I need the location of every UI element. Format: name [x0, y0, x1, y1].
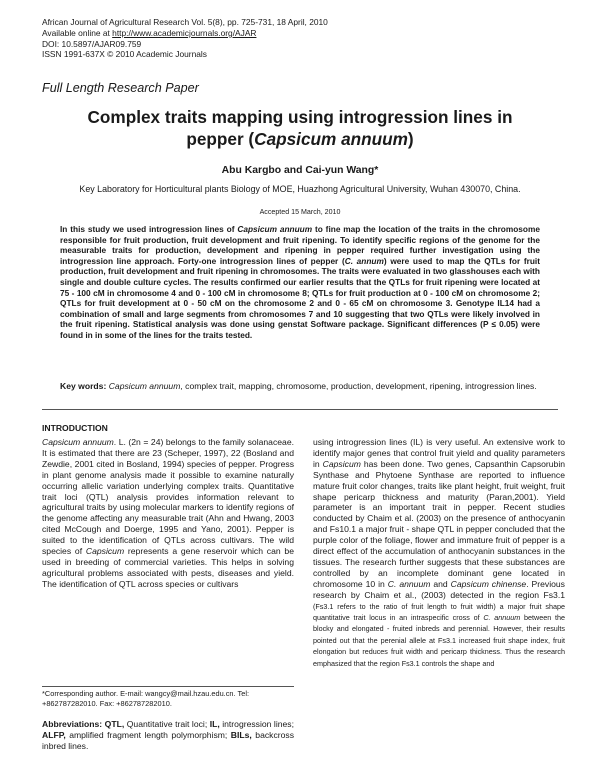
- abbrev-term-il: IL,: [209, 719, 220, 729]
- abbrev-term-qtl: QTL,: [104, 719, 125, 729]
- right-species-3: C. annuum: [483, 613, 521, 622]
- affiliation: Key Laboratory for Horticultural plants Biology of MOE, Huazhong Agricultural University, Wuhan 430070, China.: [79, 184, 521, 194]
- title-line-1: Complex traits mapping using introgression lines in: [87, 107, 513, 127]
- abbrev-def-il: introgression lines;: [219, 719, 294, 729]
- journal-url-link[interactable]: http://www.academicjournals.org/AJAR: [112, 27, 257, 38]
- journal-doi: DOI: 10.5897/AJAR09.759: [42, 38, 142, 49]
- right-genus: Capsicum: [322, 458, 361, 469]
- abstract-species-1: Capsicum annuum: [237, 224, 313, 234]
- abstract-part-3: ) were used to map the QTLs for fruit production, fruit development and fruit ripening in chromosomes. The traits were evaluated in two glasshouses each with single and double culture cycles. The results confirmed our earlier results that the QTLs for fruit ripening were located at 75 - 100 cM in chromosome 4 and 0 - 100 cM in chromosome 8; QTLs for fruit production at 0 - 100 cM on chromosome 2; QTLs for fruit development at 0 - 50 cM on the chromosome 2 and 0 - 65 cM on chromosome 3. Genotype IL14 had a combination of small and large segments from chromosomes 7 and 10 suggesting that two QTLs were likely involved in the fruit ripening. Statistical analysis was done using genstat Software package. Significant differences (P ≤ 0.05) were found in in some of the lines for the traits tested.: [60, 255, 540, 340]
- availability-prefix: Available online at: [42, 27, 113, 38]
- title-line-2-prefix: pepper (: [186, 129, 255, 149]
- right-text-3: . Previous research by Chaim et al., (2003) detected in the region Fs3.1: [313, 578, 565, 600]
- title-line-2-suffix: ): [407, 129, 414, 149]
- accepted-date: Accepted 15 March, 2010: [259, 208, 341, 216]
- introduction-right-column: [313, 437, 565, 669]
- keywords-label: Key words:: [60, 381, 107, 391]
- abbrev-term-alfp: ALFP,: [42, 729, 66, 740]
- abstract-part-2: to fine map the location of the traits in the chromosome responsible for fruit production, fruit development and fruit ripening. To identify specific regions of the genome for the measurable traits for production, development and ripening in pepper required further investigation using the introgression line approach. Forty-one introgression lines of pepper (: [60, 224, 540, 266]
- intro-text-1: . L. (2n = 24) belongs to the family solanaceae. It is estimated that there are 23 (Scheper, 1997), 22 (Bosland and Zewdie, 2001 cited in Bosland, 1994) species of pepper. Progress in plant genome analysis made it possible to examine naturally occurring allelic variation underlying complex traits. Quantitative trait loci (QTL) analysis provides information relevant to agricultural traits by using molecular markers to identify regions of the genome affecting any measurable trait (Ahn and Hwang, 2003 cited McCough and Doerge, 1995 and Yano, 2001). Pepper is suited to the identification of QTLs across cultivars. The wild species of: [42, 437, 294, 557]
- keywords: [60, 381, 540, 392]
- right-small-text-2: between the blocky and elongated - fruited inbreds and perennial. However, their results pointed out that the perenial allele at Fs3.1 increased fruit shape index, fruit elongation but reduces fruit width and pericarp thickness. Thus the research emphasized that the region Fs3.1 controls the shape and: [313, 613, 565, 668]
- abbrev-def-alfp: amplified fragment length polymorphism;: [65, 729, 231, 740]
- abbreviations-label: Abbreviations:: [42, 719, 103, 729]
- right-text-1: using introgression lines (IL) is very useful. An extensive work to identify major genes that control fruit yield and quality parameters in: [313, 437, 565, 469]
- journal-issn: ISSN 1991-637X © 2010 Academic Journals: [42, 49, 207, 60]
- journal-header: [42, 17, 328, 60]
- right-small-text-1: (Fs3.1 refers to the ratio of fruit length to fruit width) a major fruit shape quantitative trait locus in an intraspecific cross of: [313, 601, 565, 622]
- paper-title: [40, 106, 560, 150]
- keywords-species: Capsicum annuum: [108, 381, 181, 391]
- abbrev-term-bils: BILs,: [230, 729, 252, 740]
- right-text-2b: and: [430, 578, 451, 589]
- abbreviations: [42, 719, 294, 752]
- introduction-heading: INTRODUCTION: [42, 423, 108, 433]
- title-line-2: [40, 128, 560, 150]
- journal-citation: African Journal of Agricultural Research Vol. 5(8), pp. 725-731, 18 April, 2010: [42, 17, 328, 27]
- abstract-part-1: In this study we used introgression lines of: [60, 224, 238, 234]
- intro-genus: Capsicum: [85, 546, 125, 557]
- abstract: [60, 224, 540, 341]
- abstract-species-2: C. annum: [344, 255, 384, 266]
- footnote-divider: [42, 686, 294, 687]
- corresponding-author-footnote: *Corresponding author. E-mail: wangcy@mail.hzau.edu.cn. Tel: +862787282010. Fax: +862787282010.: [42, 689, 250, 708]
- authors: Abu Kargbo and Cai-yun Wang*: [221, 165, 379, 176]
- article-type: Full Length Research Paper: [42, 81, 199, 95]
- title-species: Capsicum annuum: [254, 129, 408, 149]
- intro-species: Capsicum annuum: [42, 437, 114, 447]
- abbrev-def-bils: backcross inbred lines.: [42, 729, 294, 751]
- abbrev-def-qtl: Quantitative trait loci;: [124, 719, 210, 729]
- introduction-left-column: [42, 437, 294, 590]
- keywords-list: , complex trait, mapping, chromosome, production, development, ripening, introgression lines.: [180, 381, 537, 391]
- right-species-2: Capsicum chinense: [450, 578, 527, 589]
- section-divider: [42, 409, 558, 410]
- right-species-1: C. annuum: [387, 578, 431, 589]
- journal-availability: [42, 28, 328, 39]
- intro-text-2: represents a gene reservoir which can be used in breeding of commercial varieties. This helps in solving agricultural problems associated with pests, diseases and yield. The identification of QTL across species or cultivars: [42, 546, 294, 589]
- right-text-2: has been done. Two genes, Capsanthin Capsorubin Synthase and Phytoene Synthase are reported to influence mature fruit color changes, traits like plant height, fruit weight, fruit shape pericarp thickness and maturity (Paran,2001). Yield parameter is an important trait in pepper. Recent studies conducted by Chaim et al. (2003) on the presence of anthocyanin and Fs10.1 a major fruit - shape QTL in pepper concluded that the purple color of the foliage, flower and immature fruit of pepper is a direct effect of the accumulation of anthocyanin substances in the tissues. The research further suggests that these substances are controlled by an incomplete dominant gene located in chromosome 10 in: [313, 458, 566, 589]
